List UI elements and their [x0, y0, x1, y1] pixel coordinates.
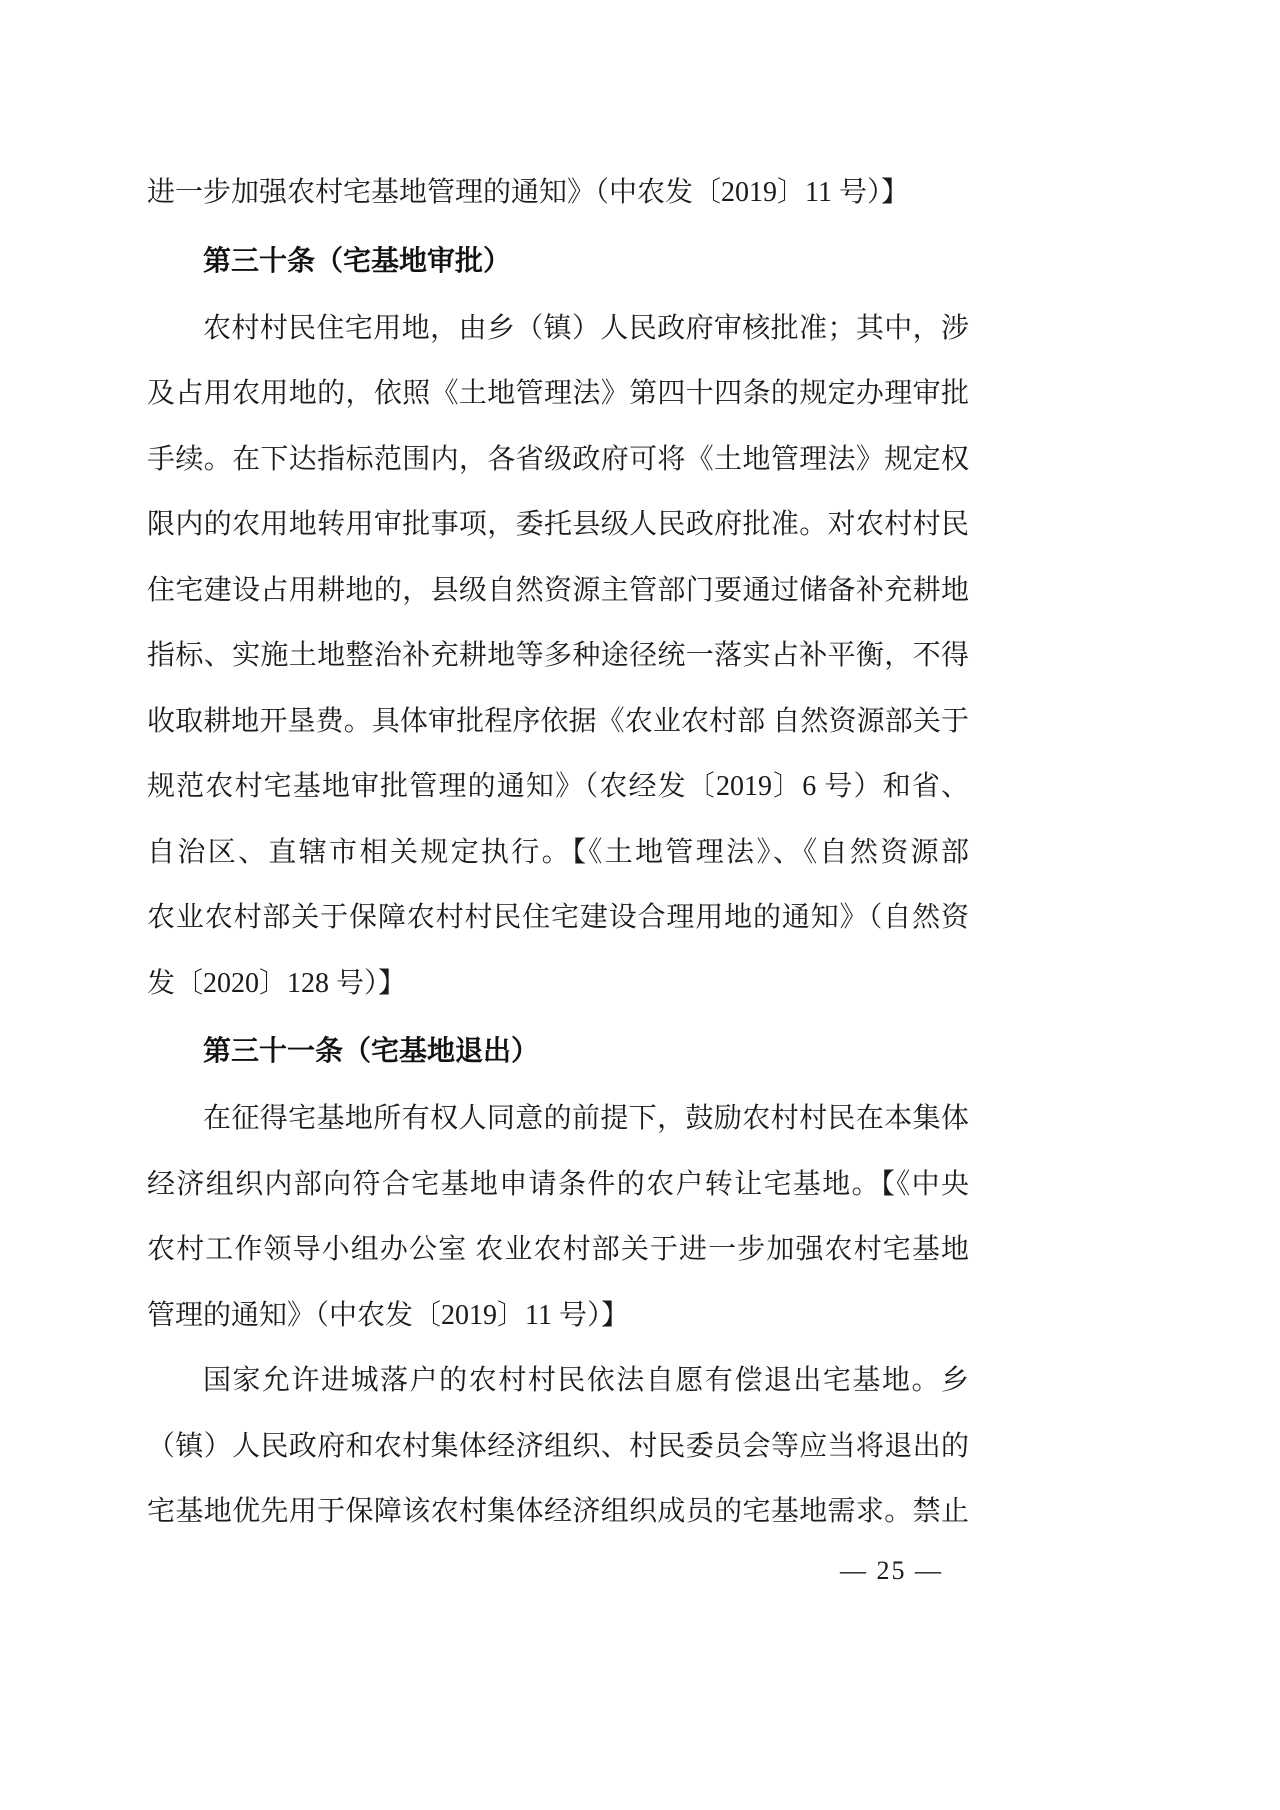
text-line: 国家允许进城落户的农村村民依法自愿有偿退出宅基地。乡	[203, 1365, 969, 1396]
article-heading: 第三十条（宅基地审批）	[203, 244, 512, 276]
text-line: 发〔2020〕128 号）】	[147, 967, 407, 999]
page-number: — 25 —	[840, 1556, 943, 1585]
text-line: 管理的通知》（中农发〔2019〕11 号）】	[147, 1299, 629, 1331]
article-heading: 第三十一条（宅基地退出）	[203, 1035, 540, 1066]
text-line: 限内的农用地转用审批事项，委托县级人民政府批准。对农村村民	[147, 509, 969, 540]
text-line: 规范农村宅基地审批管理的通知》（农经发〔2019〕6 号）和省、	[147, 771, 969, 802]
text-line: 农业农村部关于保障农村村民住宅建设合理用地的通知》（自然资	[147, 902, 969, 933]
text-line: 自治区、直辖市相关规定执行。【《土地管理法》、《自然资源部	[147, 836, 969, 868]
text-line: （镇）人民政府和农村集体经济组织、村民委员会等应当将退出的	[147, 1430, 969, 1462]
text-line: 进一步加强农村宅基地管理的通知》（中农发〔2019〕11 号）】	[147, 177, 909, 208]
text-line: 住宅建设占用耕地的，县级自然资源主管部门要通过储备补充耕地	[147, 574, 969, 606]
text-line: 手续。在下达指标范围内，各省级政府可将《土地管理法》规定权	[147, 443, 969, 475]
text-line: 农村工作领导小组办公室 农业农村部关于进一步加强农村宅基地	[147, 1234, 969, 1265]
text-line: 经济组织内部向符合宅基地申请条件的农户转让宅基地。【《中央	[147, 1168, 969, 1200]
text-line: 指标、实施土地整治补充耕地等多种途径统一落实占补平衡，不得	[147, 640, 969, 671]
text-line: 农村村民住宅用地，由乡（镇）人民政府审核批准；其中，涉	[203, 312, 969, 344]
text-line: 收取耕地开垦费。具体审批程序依据《农业农村部 自然资源部关于	[147, 705, 969, 737]
text-line: 宅基地优先用于保障该农村集体经济组织成员的宅基地需求。禁止	[147, 1496, 969, 1527]
text-line: 在征得宅基地所有权人同意的前提下，鼓励农村村民在本集体	[203, 1103, 969, 1134]
document-body	[147, 160, 969, 1545]
text-line: 及占用农用地的，依照《土地管理法》第四十四条的规定办理审批	[147, 378, 969, 409]
